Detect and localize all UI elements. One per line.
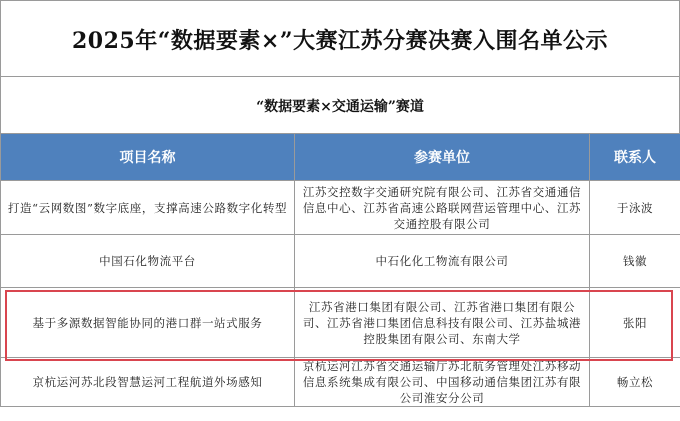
track-title: “数据要素×交通运输”赛道 [256, 98, 424, 115]
contact-person: 畅立松 [590, 358, 680, 407]
table-row [1, 288, 680, 358]
table-row [1, 181, 680, 235]
table-row [1, 235, 680, 288]
participating-unit: 京杭运河江苏省交通运输厅苏北航务管理处江苏移动信息系统集成有限公司、中国移动通信集团江苏有限公司淮安分公司 [295, 358, 590, 407]
contact-person: 于泳波 [590, 181, 680, 235]
table-header-row [1, 134, 680, 181]
participating-unit: 江苏交控数字交通研究院有限公司、江苏省交通通信信息中心、江苏省高速公路联网营运管理中心、江苏交通控股有限公司 [295, 181, 590, 235]
contact-person: 张阳 [590, 288, 680, 358]
table-row [1, 358, 680, 407]
project-name: 京杭运河苏北段智慧运河工程航道外场感知 [1, 358, 295, 407]
participating-unit: 中石化化工物流有限公司 [295, 235, 590, 288]
contact-person: 钱徽 [590, 235, 680, 288]
track-row [0, 76, 680, 134]
header-project: 项目名称 [1, 134, 295, 181]
header-unit: 参赛单位 [295, 134, 590, 181]
header-contact: 联系人 [590, 134, 680, 181]
finalist-table [0, 133, 680, 407]
project-name: 基于多源数据智能协同的港口群一站式服务 [1, 288, 295, 358]
title-row [0, 0, 680, 77]
project-name: 打造“云网数图”数字底座，支撑高速公路数字化转型 [1, 181, 295, 235]
project-name: 中国石化物流平台 [1, 235, 295, 288]
page-title: 2025年“数据要素×”大赛江苏分赛决赛入围名单公示 [72, 27, 608, 54]
participating-unit: 江苏省港口集团有限公司、江苏省港口集团有限公司、江苏省港口集团信息科技有限公司、江苏盐城港控股集团有限公司、东南大学 [295, 288, 590, 358]
